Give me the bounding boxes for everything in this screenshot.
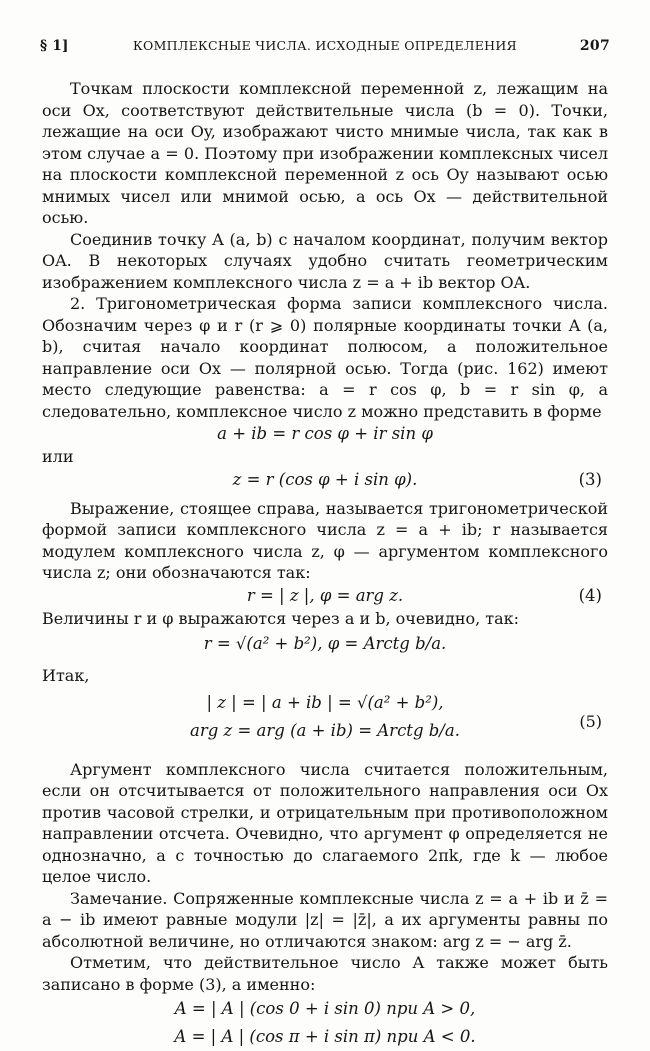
paragraph-remark-conjugate: Замечание. Сопряженные комплексные числа z = a + ib и z̄ = a − ib имеют равные модули |z| = |z̄|, а их аргументы равны по абсолютной величине, но отличаются знаком: arg z = − arg z̄. bbox=[42, 888, 608, 951]
equation-3: z = r (cos φ + i sin φ). (3) bbox=[42, 468, 608, 492]
equation-number-5: (5) bbox=[579, 711, 602, 731]
word-itak: Итак, bbox=[42, 666, 90, 685]
paragraph-argument-sign: Аргумент комплексного числа считается положительным, если он отсчитывается от положительного направления оси Ox против часовой стрелки, и отрицательным при противоположном направлении отсчета. Очевидно, что аргумент φ определяется не однозначно, а с точностью до слагаемого 2πk, где k — любое целое число. bbox=[42, 759, 608, 886]
equation-number-3: (3) bbox=[578, 469, 602, 489]
word-ili: или bbox=[42, 447, 74, 466]
running-head bbox=[40, 38, 610, 58]
equation-5-line-2: arg z = arg (a + ib) = Arctg b/a. bbox=[190, 720, 460, 740]
running-title: КОМПЛЕКСНЫЕ ЧИСЛА. ИСХОДНЫЕ ОПРЕДЕЛЕНИЯ bbox=[133, 38, 517, 53]
equation-r-phi: r = √(a² + b²), φ = Arctg b/a. bbox=[203, 634, 447, 653]
paragraph-real-number-form: Отметим, что действительное число A также может быть записано в форме (3), а именно: bbox=[42, 953, 608, 994]
paragraph-vector-oa: Соединив точку A (a, b) с началом координат, получим вектор OA. В некоторых случаях удобно считать геометрическим изображением комплексного числа z = a + ib вектор OA. bbox=[42, 229, 608, 292]
equation-a-negative: A = | A | (cos π + i sin π) при A < 0. bbox=[174, 1027, 476, 1046]
equation-5 bbox=[42, 689, 608, 745]
equation-a-plus-ib: a + ib = r cos φ + ir sin φ bbox=[217, 424, 433, 443]
equation-number-4: (4) bbox=[578, 585, 602, 605]
paragraph-r-phi-through-a-b: Величины r и φ выражаются через a и b, очевидно, так: bbox=[42, 608, 520, 628]
equation-4: r = | z |, φ = arg z. (4) bbox=[42, 584, 608, 608]
section-marker: § 1] bbox=[40, 38, 69, 54]
page-body bbox=[42, 78, 608, 1051]
paragraph-trigonometric-form: 2. Тригонометрическая форма записи комплексного числа. Обозначим через φ и r (r ⩾ 0) полярные координаты точки A (a, b), считая начало координат полюсом, а положительное направление оси Ox — полярной осью. Тогда (рис. 162) имеют место следующие равенства: a = r cos φ, b = r sin φ, а следовательно, комплексное число z можно представить в форме bbox=[42, 294, 608, 421]
page-number: 207 bbox=[579, 38, 610, 54]
paragraph-modulus-argument: Выражение, стоящее справа, называется тригонометрической формой записи комплексного числа z = a + ib; r называется модулем комплексного числа z, φ — аргументом комплексного числа z; они обозначаются так: bbox=[42, 498, 608, 582]
paragraph-real-imaginary-axes: Точкам плоскости комплексной переменной z, лежащим на оси Ox, соответствуют действительные числа (b = 0). Точки, лежащие на оси Oy, изображают чисто мнимые числа, так как в этом случае a = 0. Поэтому при изображении комплексных чисел на плоскости комплексной переменной z ось Oy называют осью мнимых чисел или мнимой осью, а ось Ox — действительной осью. bbox=[42, 79, 608, 227]
equation-a-positive: A = | A | (cos 0 + i sin 0) при A > 0, bbox=[174, 999, 476, 1018]
equation-5-line-1: | z | = | a + ib | = √(a² + b²), bbox=[206, 692, 444, 712]
